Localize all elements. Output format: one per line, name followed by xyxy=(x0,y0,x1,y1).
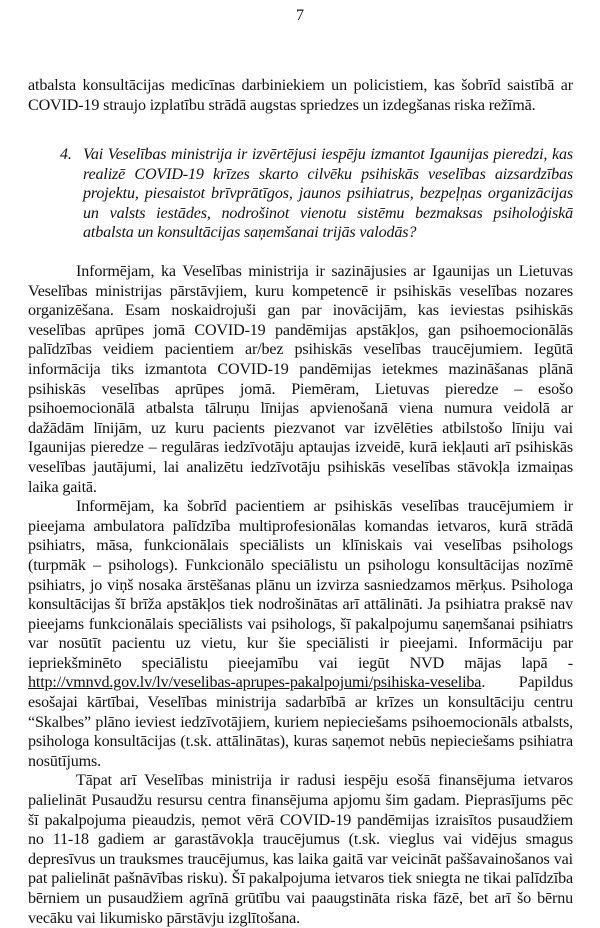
answer-paragraph-2 xyxy=(28,497,573,771)
answer-section xyxy=(28,262,573,928)
answer-paragraph-3: Tāpat arī Veselības ministrija ir radusi iespēju esošā finansējuma ietvaros palielināt Pusaudžu resursu centra finansējuma apjomu šim gadam. Pieprasījums pēc šī pakalpojuma pieaudzis, ņemot vērā COVID-19 pandēmijas izraisītos pusaudžiem no 11-18 gadiem ar garastāvokļa traucējumus (t.sk. vieglus vai vidējus smagus depresīvus un trauksmes traucējumus, kas laika gaitā var veicināt paššavainošanos vai pat palielināt pašnāvības risku). Šī pakalpojuma ietvaros tiek sniegta ne tikai palīdzība bērniem un pusaudžiem agrīnā grūtību vai paaugstināta riska fāzē, bet arī šo bērnu vecāku vai likumisko pārstāvju izglītošana. xyxy=(28,772,573,927)
page-number: 7 xyxy=(296,7,304,24)
answer-paragraph-1: Informējam, ka Veselības ministrija ir sazinājusies ar Igaunijas un Lietuvas Veselības ministrijas pārstāvjiem, kuru kompetencē ir psihiskās veselības nozares organizēšana. Esam noskaidrojuši gan par inovācijām, kas ieviestas psihiskās veselības aprūpes jomā COVID-19 pandēmijas apstākļos, gan psihoemocionālās palīdzības veidiem pacientiem ar/bez psihiskās veselības traucējumiem. Iegūtā informācija tiks izmantota COVID-19 pandēmijas ietekmes mazināšanas plānā psihiskās veselības aprūpes jomā. Piemēram, Lietuvas pieredze – esošo psihoemocionālā atbalsta tālruņu līnijas apvienošanā viena numura veidolā ar dažādām līnijām, uz kuru pacients piezvanot var izvēlēties atbilstošo līniju vai Igaunijas pieredze – regulāras iedzīvotāju aptaujas izveidē, kurā iekļauti arī psihiskās veselības jautājumi, lai analizētu iedzīvotāju psihiskās veselības stāvokļa izmaiņas laika gaitā. xyxy=(28,263,573,496)
nvd-website-link[interactable]: http://vmnvd.gov.lv/lv/veselibas-aprupes-pakalpojumi/psihiska-veseliba xyxy=(28,674,482,692)
question-number: 4. xyxy=(60,146,72,163)
question-text: Vai Veselības ministrija ir izvērtējusi iespēju izmantot Igaunijas pieredzi, kas realizē COVID-19 krīzes skarto cilvēku psihiskās veselības aizsardzības projektu, piesaistot brīvprātīgos, jaunos psihiatrus, bezpeļņas organizācijas un valsts iestādes, nodrošinot vienotu sistēmu bezmaksas psiholoģiskā atbalsta un konsultācijas saņemšanai trijās valodās? xyxy=(83,146,573,242)
intro-paragraph: atbalsta konsultācijas medicīnas darbiniekiem un policistiem, kas šobrīd saistībā ar COVID-19 straujo izplatību strādā augstas spriedzes un izdegšanas riska režīmā. xyxy=(28,77,573,114)
intro-section xyxy=(28,76,573,115)
question-block xyxy=(62,145,573,243)
answer-paragraph-2-text-end: . Papildus esošajai kārtībai, Veselības ministrija sadarbībā ar krīzes un konsultāciju centru “Skalbes” plāno ieviest iedzīvotājiem, kuriem nepieciešams psihoemocionāls atbalsts, psihologa konsultācijas (t.sk. attālinātas), kuras saņemot nebūs nepieciešams psihiatra nosūtījums. xyxy=(28,674,573,770)
answer-paragraph-2-text-start: Informējam, ka šobrīd pacientiem ar psihiskās veselības traucējumiem ir pieejama ambulatora palīdzība multiprofesionālas komandas ietvaros, kurā strādā psihiatrs, māsa, funkcionālais speciālists un klīniskais vai veselības psihologs (turpmāk – psihologs). Funkcionālo speciālistu un psihologu konsultācijas nozīmē psihiatrs, jo viņš nosaka ārstēšanas plānu un izvirza sasniedzamos mērķus. Psihologa konsultācijas šī brīža apstākļos tiek nodrošinātas arī attālināti. Ja psihiatra praksē nav pieejams funkcionālais speciālists vai psihologs, šī pakalpojumu saņemšanai psihiatrs var nosūtīt pacientu uz vietu, kur šie speciālisti ir pieejami. Informāciju par iepriekšminēto speciālistu pieejamību vai iegūt NVD mājas lapā - xyxy=(28,498,573,672)
